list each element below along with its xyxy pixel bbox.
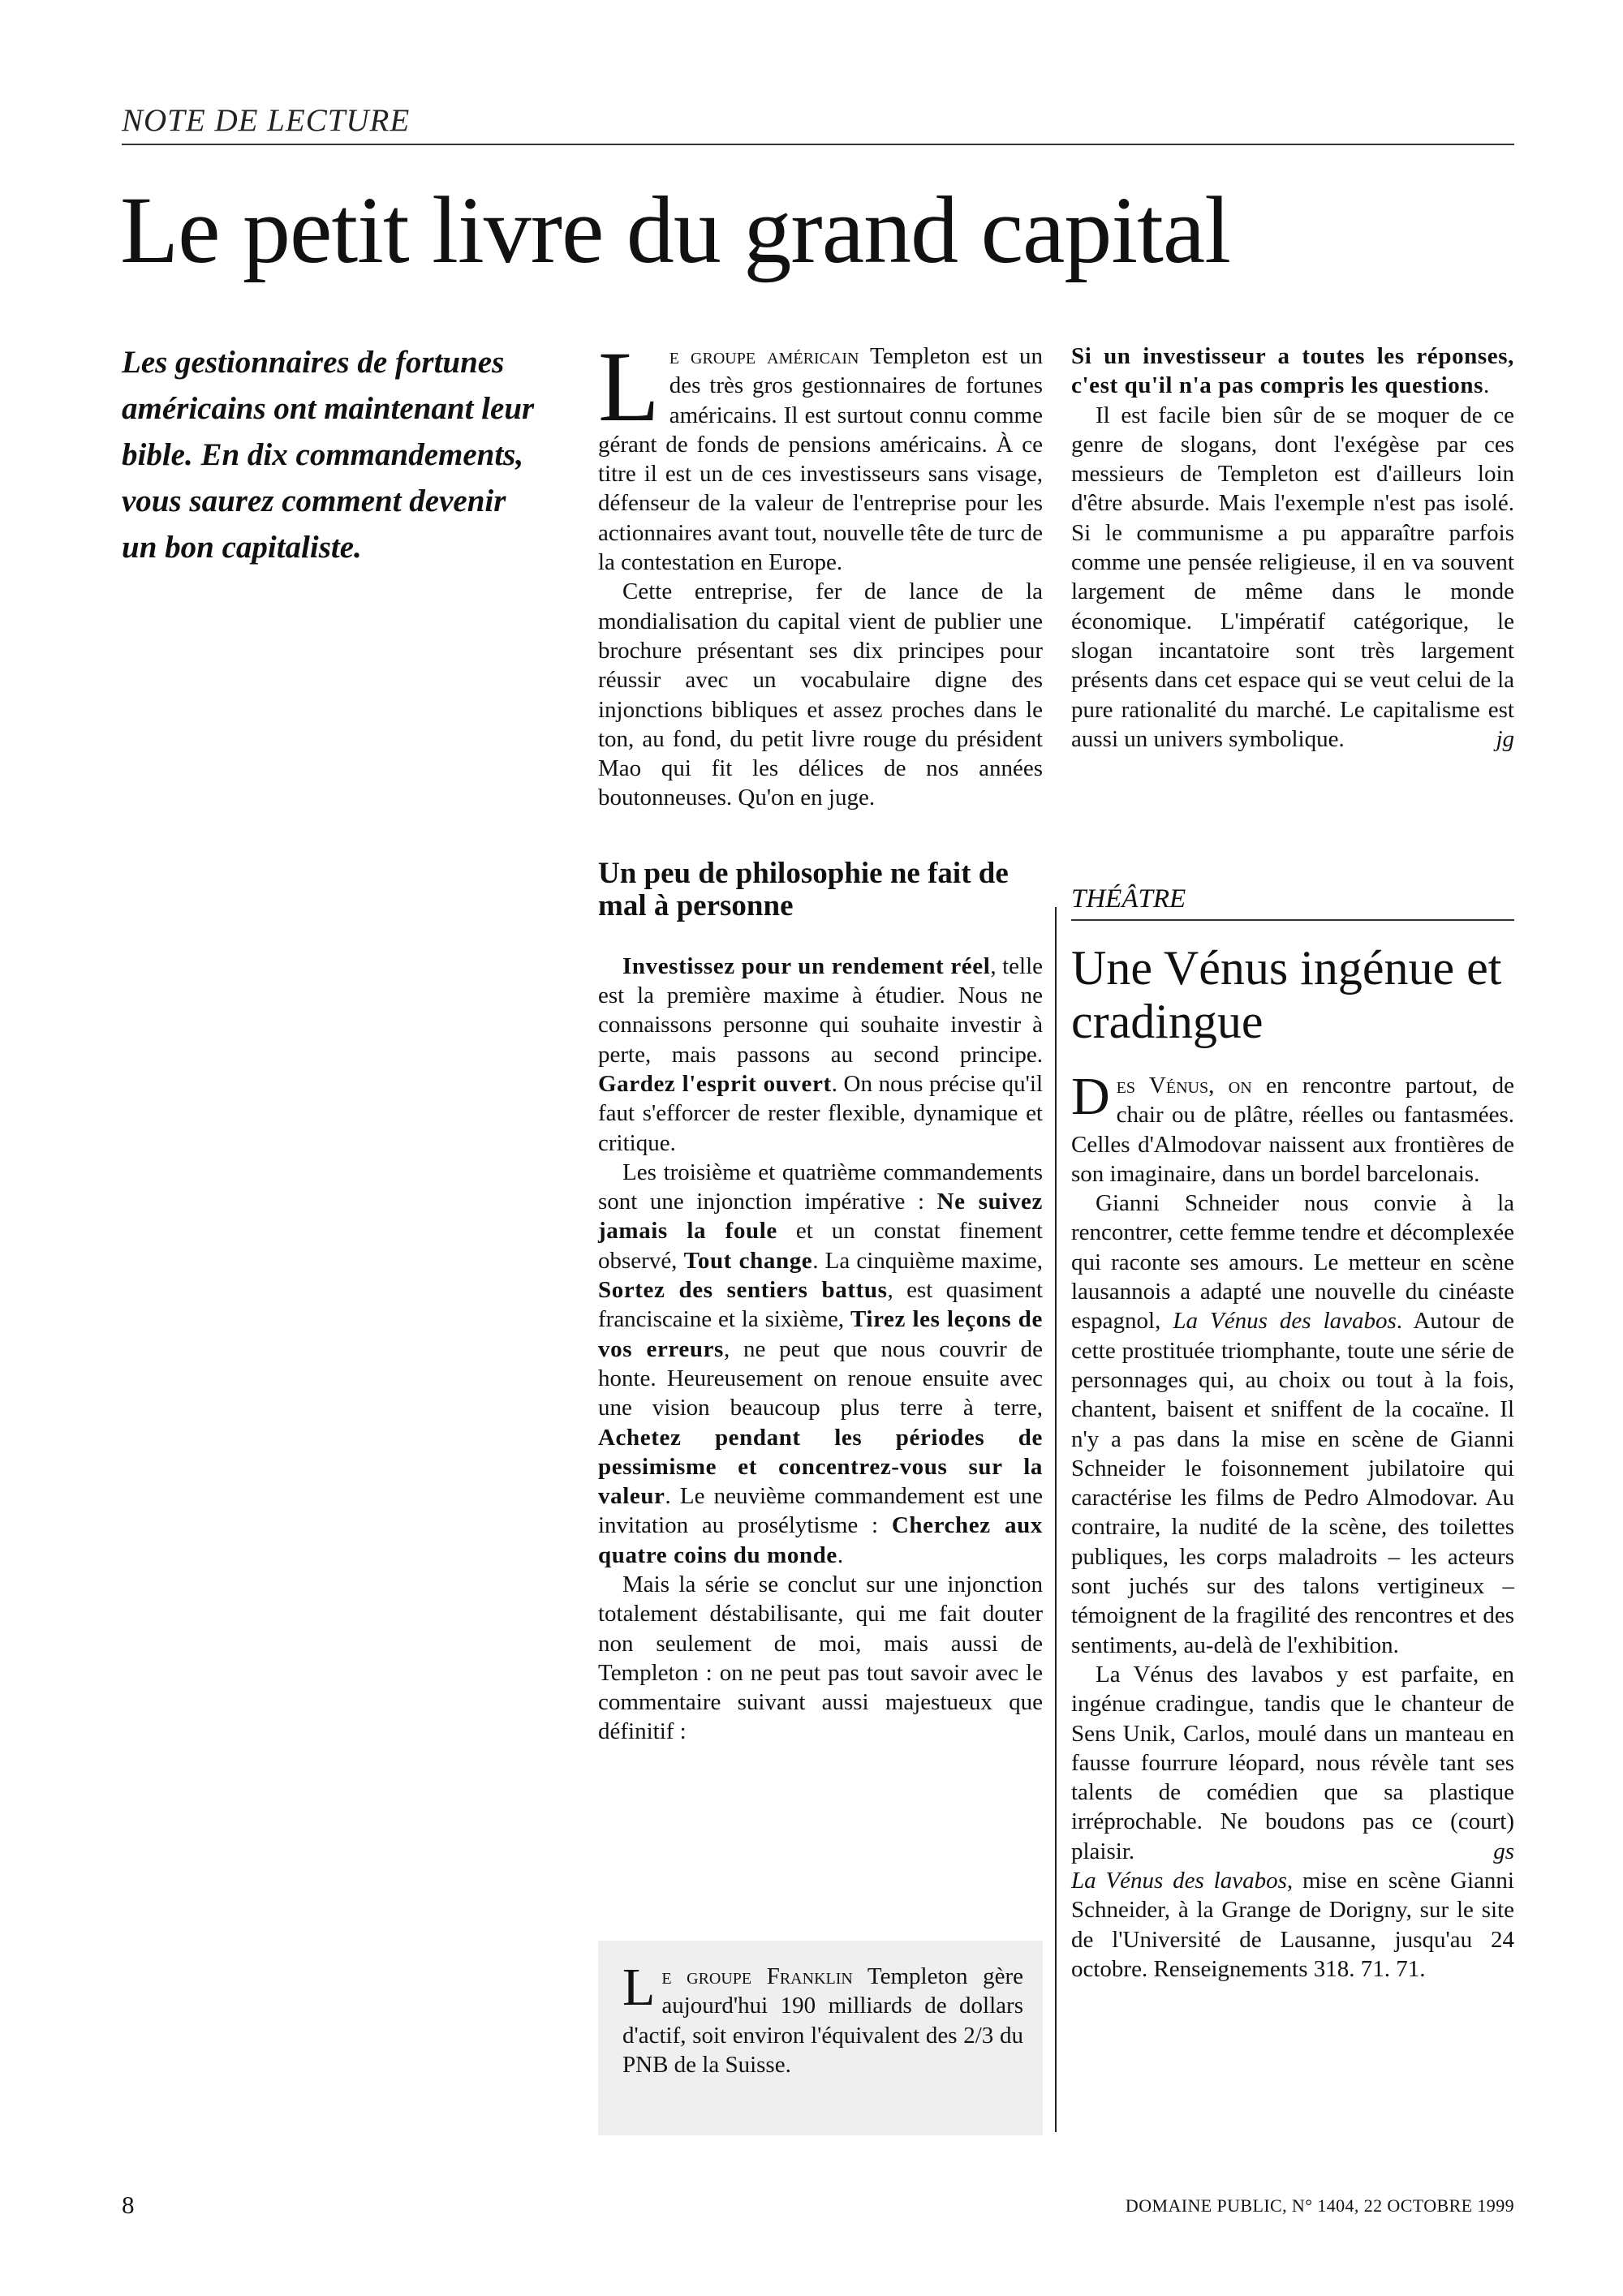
paragraph — [1071, 401, 1514, 755]
paragraph-text: Templeton est un des très gros gestionnaires de fortunes américains. Il est surtout connu comme gérant de fonds de pensions américains. À ce titre il est un de ces investisseurs sans visage, défenseur de la valeur de l'entreprise pour les actionnaires avant tout, nouvelle tête de turc de la contestation en Europe. — [598, 343, 1043, 576]
commandment: Achetez pendant les périodes de pessimisme et concentrez-vous sur la valeur — [598, 1424, 1043, 1510]
paragraph-text: La Vénus des lavabos y est parfaite, en ingénue cradingue, tandis que le chanteur de Sens Unik, Carlos, moulé dans un manteau en fausse fourrure léopard, nous révèle tant ses talents de comédien que sa plastique irréprochable. Ne boudons pas ce (court) plaisir. — [1071, 1661, 1514, 1864]
paragraph — [598, 1158, 1043, 1570]
article-lede: Les gestionnaires de fortunes américains ont maintenant leur bible. En dix commandements, vous saurez comment devenir un bon capitaliste. — [122, 345, 535, 565]
closing-quote: Si un investisseur a toutes les réponses, c'est qu'il n'a pas compris les questions — [1071, 343, 1514, 399]
publication-footer: DOMAINE PUBLIC, N° 1404, 22 OCTOBRE 1999 — [1125, 2195, 1514, 2216]
paragraph-text: et un constat finement observé, — [598, 1218, 1043, 1274]
paragraph — [598, 952, 1043, 1158]
article-column-1 — [598, 331, 1044, 1747]
inset-text: Templeton gère aujourd'hui 190 milliards de dollars d'actif, soit environ l'équivalent des 2/3 du PNB de la Suisse. — [622, 1963, 1023, 2078]
paragraph-text: , mise en scène Gianni Schneider, à la Grange de Dorigny, sur le site de l'Université de Lausanne, jusqu'au 24 octobre. Renseignements 318. 71. 71. — [1071, 1868, 1514, 1982]
paragraph-text: Gianni Schneider nous convie à la rencontrer, cette femme tendre et décomplexée qui raconte ses amours. Le metteur en scène lausannois a adapté une nouvelle du cinéaste espagnol, — [1071, 1190, 1514, 1335]
show-info — [1071, 1866, 1514, 1984]
theatre-column — [1071, 1067, 1514, 1984]
paragraph: Mais la série se conclut sur une injonction totalement déstabilisante, qui me fait douter non seulement de moi, mais aussi de Templeton : on ne peut pas tout savoir avec le commentaire suivant aussi majestueux que définitif : — [598, 1571, 1043, 1745]
commandment: Tout change — [683, 1247, 813, 1274]
subheading: Un peu de philosophie ne fait de mal à personne — [598, 856, 1009, 922]
page-number: 8 — [122, 2191, 135, 2219]
inset-box — [598, 1941, 1043, 2135]
paragraph — [1071, 1189, 1514, 1660]
commandment: Gardez l'esprit ouvert — [598, 1070, 832, 1097]
paragraph: Cette entreprise, fer de lance de la mondialisation du capital vient de publier une brochure présentant ses dix principes pour réussir avec un vocabulaire digne des injonctions bibliques et assez proches dans le ton, au fond, du petit livre rouge du président Mao qui fit les délices de nos années boutonneuses. Qu'on en juge. — [598, 578, 1043, 811]
section-label: NOTE DE LECTURE — [122, 102, 1514, 145]
commandment: Tirez les leçons de vos erreurs — [598, 1306, 1044, 1362]
paragraph-text: , est quasiment franciscaine et la sixième, — [598, 1277, 1043, 1333]
play-title: La Vénus des lavabos — [1071, 1868, 1287, 1894]
commandment: Ne suivez jamais la foule — [598, 1189, 1043, 1245]
paragraph-text: , telle est la première maxime à étudier. Nous ne connaissons personne qui souhaite investir à perte, mais passons au second principe. — [598, 952, 1043, 1068]
small-caps-lead: e groupe Franklin — [661, 1963, 853, 1989]
drop-cap: D — [1071, 1067, 1110, 1126]
commandment: Investissez pour un rendement réel — [622, 952, 991, 979]
commandment: Cherchez aux quatre coins du monde — [598, 1512, 1043, 1568]
drop-cap: L — [622, 1958, 656, 2017]
paragraph-text: Les troisième et quatrième commandements sont une injonction impérative : — [598, 1159, 1043, 1215]
section-label-theatre: THÉÂTRE — [1071, 884, 1514, 921]
paragraph-quote — [1071, 342, 1514, 401]
paragraph-text: en rencontre partout, de chair ou de plâtre, réelles ou fantasmées. Celles d'Almodovar naissent aux frontières de son imaginaire, dans un bordel barcelonais. — [1071, 1073, 1514, 1187]
author-signature: gs — [1493, 1838, 1514, 1864]
theatre-title: Une Vénus ingénue et cradingue — [1071, 941, 1502, 1048]
paragraph — [1071, 1660, 1514, 1866]
commandment: Sortez des sentiers battus — [598, 1277, 888, 1304]
small-caps-lead: e groupe américain — [669, 343, 859, 369]
paragraph-text: , ne peut que nous couvrir de honte. Heureusement on renoue ensuite avec une vision beaucoup plus terre à terre, — [598, 1335, 1044, 1421]
small-caps-lead: es Vénus, on — [1116, 1073, 1252, 1099]
paragraph-text: . Le neuvième commandement est une invitation au prosélytisme : — [598, 1483, 1043, 1539]
paragraph-text: . On nous précise qu'il faut s'efforcer de rester flexible, dynamique et critique. — [598, 1070, 1044, 1156]
paragraph-text: Il est facile bien sûr de se moquer de ce genre de slogans, dont l'exégèse par ces messieurs de Templeton est d'ailleurs loin d'être absurde. Mais l'exemple n'est pas isolé. Si le communisme a pu apparaître parfois comme une pensée religieuse, il en va souvent largement de même dans le monde économique. L'impératif catégorique, le slogan incantatoire sont très largement présents dans cet espace qui se veut celui de la pure rationalité du marché. Le capitalisme est aussi un univers symbolique. — [1071, 402, 1514, 752]
paragraph-text: . Autour de cette prostituée triomphante, toute une série de personnages qui, au choix ou tout à la fois, chantent, baisent et sniffent de la cocaïne. Il n'y a pas dans la mise en scène de Gianni Schneider le foisonnement jubilatoire qui caractérise les films de Pedro Almodovar. Au contraire, la nudité de la scène, des toilettes publiques, les corps maladroits – les acteurs sont juchés sur des talons vertigineux – témoignent de la fragilité des rencontres et des sentiments, au-delà de l'exhibition. — [1071, 1308, 1514, 1658]
paragraph-text: . La cinquième maxime, — [812, 1247, 1043, 1274]
play-title: La Vénus des lavabos — [1173, 1308, 1397, 1335]
column-divider — [1055, 907, 1057, 2132]
paragraph-intro — [1071, 1067, 1514, 1189]
author-signature: jg — [1496, 725, 1514, 752]
paragraph-intro — [598, 331, 1043, 577]
article-column-2 — [1071, 342, 1514, 754]
drop-cap: L — [598, 331, 660, 442]
paragraph-text: . — [837, 1541, 844, 1568]
paragraph-text: . — [1483, 372, 1490, 399]
article-title: Le petit livre du grand capital — [120, 177, 1231, 283]
